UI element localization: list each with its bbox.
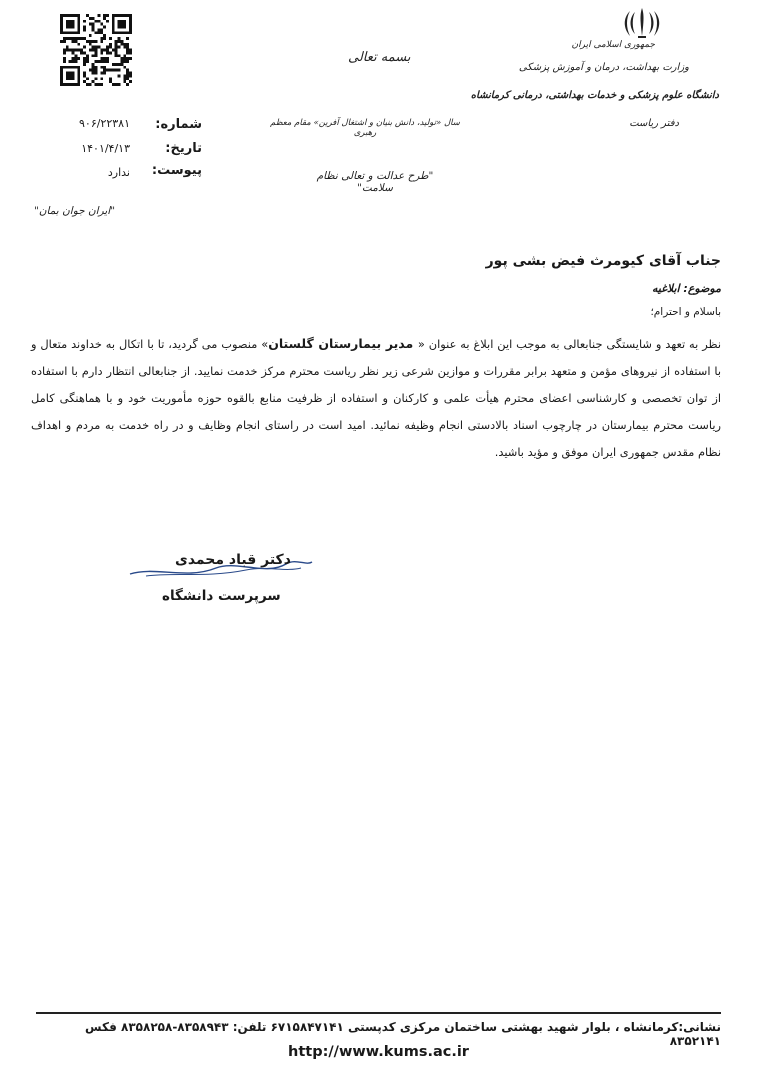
attachment-value: ندارد: [107, 166, 130, 179]
office-name: دفتر ریاست: [629, 118, 679, 129]
date-value: ۱۴۰۱/۴/۱۳: [81, 142, 130, 155]
subject: موضوع: ابلاغیه: [651, 282, 721, 295]
appointed-position: مدیر بیمارستان گلستان: [268, 336, 418, 351]
year-motto: سال «تولید، دانش بنیان و اشتغال آفرین» مقام معظم رهبری: [270, 118, 460, 138]
greeting: باسلام و احترام؛: [650, 306, 721, 318]
website-url[interactable]: http://www.kums.ac.ir: [288, 1044, 469, 1060]
addressee: جناب آقای کیومرث فیض بشی پور: [485, 253, 721, 269]
footer-address: نشانی:کرمانشاه ، بلوار شهید بهشتی ساختمان مرکزی کدپستی ۶۷۱۵۸۴۷۱۴۱ تلفن: ۸۳۵۸۹۴۳-۸۳۵۸۲۵۸ فکس ۸۳۵۲۱۴۱: [85, 1020, 721, 1048]
iran-slogan: "ایران جوان بمان": [34, 205, 116, 217]
footer-divider: [36, 1012, 721, 1014]
number-value: ۹۰۶/۲۲۳۸۱: [79, 117, 130, 130]
signatory-name: دکتر قباد محمدی: [175, 552, 291, 568]
number-label: شماره:: [155, 117, 202, 132]
signatory-title: سرپرست دانشگاه: [162, 588, 281, 604]
body-part2: » منصوب می گردید، تا با اتکال به خداوند متعال و با استفاده از نیروهای مؤمن و متعهد برابر مقررات و موازین شرعی زیر نظر ریاست محترم مرکز خدمت نمایید. از جنابعالی انتظار دارم با استفاده از توان تخصصی و کارشناسی اعضای محترم هیأت علمی و کارکنان و استفاده از ظرفیت منابع بالقوه حوزه مأموریت خود و با هماهنگی کامل ریاست محترم بیمارستان در چارچوب اسناد بالادستی انجام وظیفه نمائید. امید است در راستای انجام وظایف و در راه خدمت به مردم و اهداف نظام مقدس جمهوری ایران موفق و مؤید باشید.: [31, 337, 721, 459]
plan-motto: "طرح عدالت و تعالی نظام سلامت": [316, 170, 434, 194]
ministry-line2: وزارت بهداشت، درمان و آموزش پزشکی: [518, 62, 689, 73]
attachment-label: پیوست:: [151, 163, 202, 178]
ministry-line1: جمهوری اسلامی ایران: [571, 40, 655, 50]
letter-body: [31, 330, 721, 466]
university-name: دانشگاه علوم پزشکی و خدمات بهداشتی، درمانی کرمانشاه: [470, 90, 719, 101]
basmala: بسمه تعالی: [348, 50, 411, 65]
iran-emblem-icon: [622, 6, 662, 40]
qr-code: [60, 14, 132, 86]
date-label: تاریخ:: [165, 141, 202, 156]
body-part1: نظر به تعهد و شایستگی جنابعالی به موجب این ابلاغ به عنوان «: [417, 337, 721, 351]
